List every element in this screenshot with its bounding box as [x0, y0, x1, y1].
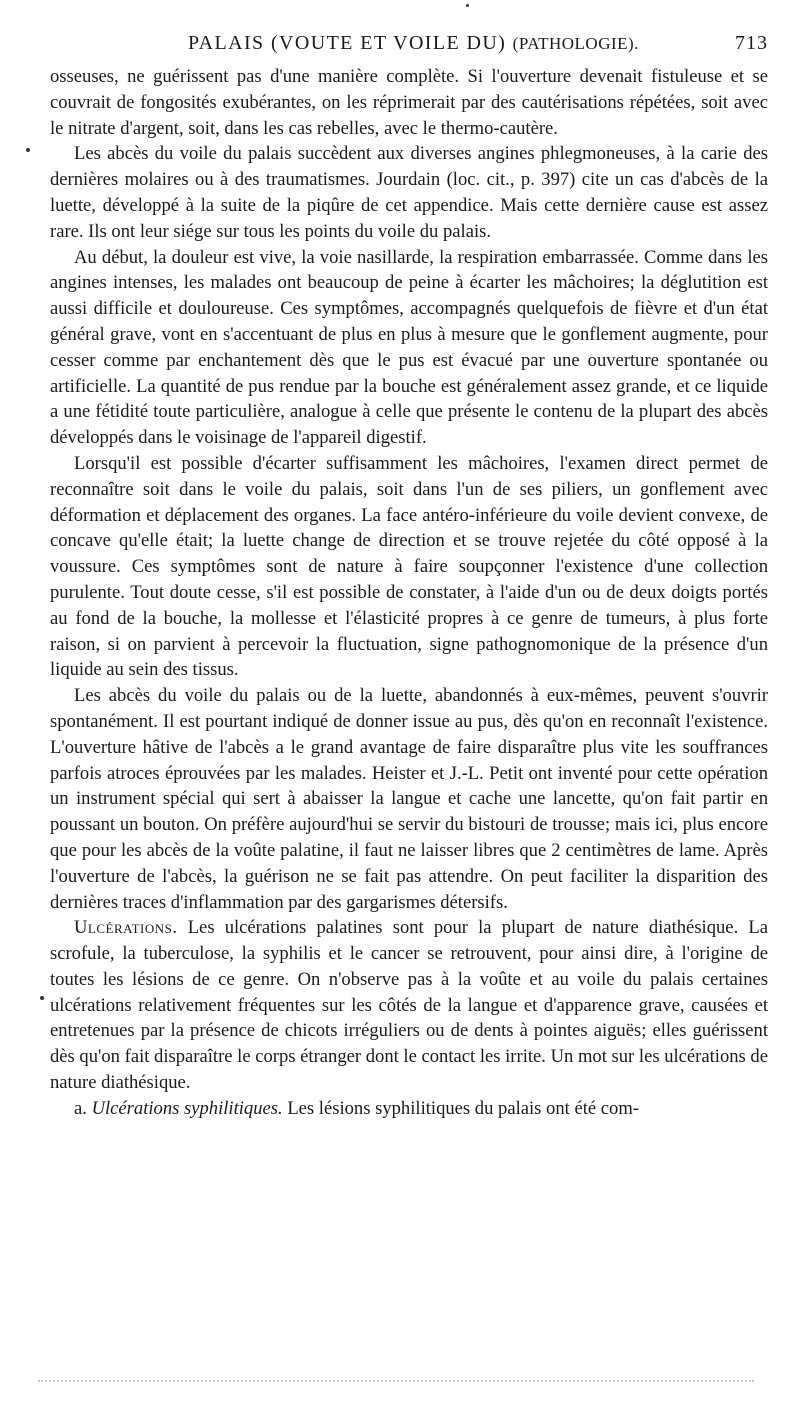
print-speck — [40, 996, 44, 1000]
subsection-text: Les lésions syphilitiques du palais ont été com- — [287, 1097, 639, 1119]
header-title — [188, 32, 639, 55]
print-speck — [466, 4, 469, 7]
ulcerations-heading: Ulcérations. — [74, 917, 178, 939]
paragraph-traitement: Les abcès du voile du palais ou de la luette, abandonnés à eux-mêmes, peuvent s'ouvrir spontanément. Il est pourtant indiqué de donner issue au pus, dès qu'on en reconnaît l'existence. L'ouverture hâtive de l'abcès a le grand avantage de faire disparaître plus vite les souffrances parfois atroces éprouvées par les malades. Heister et J.-L. Petit ont inventé pour cette opération un instrument spécial qui sert à abaisser la langue et cache une lancette, qu'on fait partir en poussant un bouton. On préfère aujourd'hui se servir du bistouri de trousse; mais ici, plus encore que pour les abcès de la voûte palatine, il faut ne laisser libres que 2 centimètres de lame. Après l'ouverture de l'abcès, la guérison ne se fait pas attendre. On peut faciliter la disparition des dernières traces d'inflammation par des gargarismes détersifs. — [50, 685, 768, 913]
paragraph-continuation: osseuses, ne guérissent pas d'une manière complète. Si l'ouverture devenait fistuleuse et se couvrait de fongosités exubérantes, on les réprimerait par des cautérisations répétées, soit avec le nitrate d'argent, soit, dans les cas rebelles, avec le thermo-cautère. — [50, 66, 768, 139]
paragraph-ulcerations — [50, 915, 768, 1096]
page-number: 713 — [735, 32, 768, 54]
paragraph-examen: Lorsqu'il est possible d'écarter suffisamment les mâchoires, l'examen direct permet de reconnaître soit dans le voile du palais, soit dans l'un de ses piliers, un gonflement avec déformation et déplacement des organes. La face antéro-inférieure du voile devient convexe, de concave qu'elle était; la luette change de direction et se trouve rejetée du côté opposé à la voussure. Ces symptômes sont de nature à faire soupçonner l'existence d'une collection purulente. Tout doute cesse, s'il est possible de constater, à l'aide d'un ou de deux doigts portés au fond de la bouche, la mollesse et l'élasticité propres à ce genre de tumeurs, à plus forte raison, si on parvient à percevoir la fluctuation, signe pathognomonique de la présence d'un liquide au sein des tissus. — [50, 452, 768, 681]
ulcerations-text: Les ulcérations palatines sont pour la plupart de nature diathésique. La scrofule, la tuberculose, la syphilis et le cancer se retrouvent, pour ainsi dire, à l'origine de toutes les lésions de ce genre. On n'observe pas à la voûte et au voile du palais certaines ulcérations relativement fréquentes sur les côtés de la langue et d'apparence grave, causées et entretenues par la présence de chicots irréguliers ou de dents à pointes aiguës; elles guérissent dès qu'on fait disparaître le corps étranger dont le contact les irrite. Un mot sur les ulcérations de nature diathésique. — [50, 917, 768, 1094]
page-bottom-noise — [38, 1380, 754, 1384]
subsection-label: a. — [74, 1097, 87, 1119]
header-title-text: PALAIS (VOUTE ET VOILE DU) — [188, 32, 507, 54]
print-speck — [26, 148, 30, 152]
running-header — [50, 32, 768, 62]
paragraph-abces-voile: Les abcès du voile du palais succèdent aux diverses angines phlegmoneuses, à la carie des dernières molaires ou à des traumatismes. Jourdain (loc. cit., p. 397) cite un cas d'abcès de la luette, développé à la suite de la piqûre de cet appendice. Mais cette dernière cause est assez rare. Ils ont leur siége sur tous les points du voile du palais. — [50, 143, 768, 242]
paragraph-symptomes: Au début, la douleur est vive, la voie nasillarde, la respiration embarrassée. Comme dans les angines intenses, les malades ont beaucoup de peine à écarter les mâchoires; la déglutition est aussi difficile et douloureuse. Ces symptômes, accompagnés quelquefois de fièvre et d'un état général grave, vont en s'accentuant de plus en plus à mesure que le gonflement augmente, pour cesser comme par enchantement dès que le pus est évacué par une ouverture spontanée ou artificielle. La quantité de pus rendue par la bouche est généralement assez grande, et ce liquide a une fétidité toute particulière, analogue à celle que présente le contenu de la plupart des abcès développés dans le voisinage de l'appareil digestif. — [50, 246, 768, 449]
subsection-heading: Ulcérations syphilitiques. — [91, 1097, 283, 1119]
header-subtitle: (PATHOLOGIE). — [512, 34, 639, 53]
paragraph-syphilitiques — [50, 1096, 768, 1122]
body-text — [50, 64, 768, 1122]
